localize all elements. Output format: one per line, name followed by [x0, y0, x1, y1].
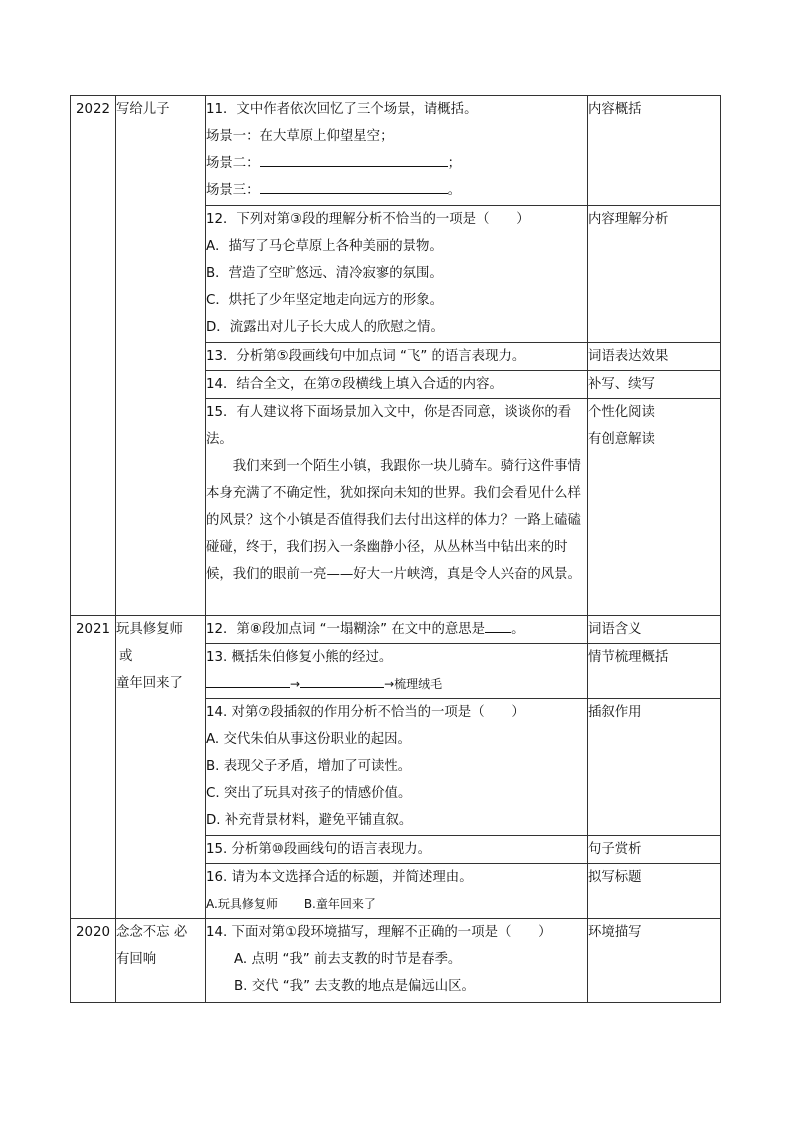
- article-title: 玩具修复师 或 童年回来了: [116, 616, 206, 919]
- skill-tag: 内容概括: [588, 96, 721, 206]
- question-text: 12．下列对第③段的理解分析不恰当的一项是（ ）: [206, 212, 530, 227]
- process-chain: → →梳理绒毛: [206, 671, 587, 698]
- question-text: 15．有人建议将下面场景加入文中，你是否同意，谈谈你的看法。: [206, 405, 572, 447]
- question-cell: [206, 644, 588, 699]
- title-option-b: B.童年回来了: [303, 897, 376, 911]
- answer-blank[interactable]: [206, 671, 290, 688]
- question-cell: [206, 616, 588, 644]
- question-text: 13. 概括朱伯修复小熊的经过。: [206, 650, 393, 665]
- answer-blank[interactable]: [260, 150, 448, 167]
- question-cell: [206, 96, 588, 206]
- scene-one: 场景一：在大草原上仰望星空；: [206, 129, 394, 144]
- question-cell: [206, 836, 588, 864]
- question-cell: [206, 399, 588, 616]
- skill-tag: 内容理解分析: [588, 206, 721, 343]
- question-cell: [206, 206, 588, 343]
- scene-three: 场景三： 。: [206, 177, 587, 204]
- skill-tag: 补写、续写: [588, 371, 721, 399]
- question-text: 16. 请为本文选择合适的标题，并简述理由。: [206, 870, 473, 885]
- option-b: B. 交代 “我” 去支教的地点是偏远山区。: [234, 979, 475, 994]
- title-option-a: A.玩具修复师: [206, 897, 278, 911]
- skill-tag: 环境描写: [588, 919, 721, 1003]
- skill-tag: 情节梳理概括: [588, 644, 721, 699]
- answer-blank[interactable]: [485, 616, 511, 633]
- option-c: C．烘托了少年坚定地走向远方的形象。: [206, 293, 443, 308]
- skill-tag: 词语含义: [588, 616, 721, 644]
- option-c: C. 突出了玩具对孩子的情感价值。: [206, 786, 412, 801]
- option-b: B．营造了空旷悠远、清冷寂寥的氛围。: [206, 266, 443, 281]
- answer-blank[interactable]: [300, 671, 384, 688]
- scene-two: 场景二： ；: [206, 150, 587, 177]
- question-text: 14. 对第⑦段插叙的作用分析不恰当的一项是（ ）: [206, 705, 525, 720]
- question-text: 12．第⑧段加点词 “一塌糊涂” 在文中的意思是 。: [206, 616, 587, 643]
- option-b: B. 表现父子矛盾，增加了可读性。: [206, 759, 412, 774]
- year-cell: 2022: [71, 96, 116, 616]
- table-row: [71, 96, 721, 206]
- answer-blank[interactable]: [260, 177, 448, 194]
- year-cell: 2021: [71, 616, 116, 919]
- option-a: A. 点明 “我” 前去支教的时节是春季。: [234, 952, 462, 967]
- skill-tag: 词语表达效果: [588, 343, 721, 371]
- question-text: 11．文中作者依次回忆了三个场景，请概括。: [206, 102, 478, 117]
- skill-tag: 有创意解读: [588, 432, 655, 447]
- option-a: A．描写了马仑草原上各种美丽的景物。: [206, 239, 443, 254]
- option-a: A. 交代朱伯从事这份职业的起因。: [206, 732, 411, 747]
- question-text: 14．结合全文，在第⑦段横线上填入合适的内容。: [206, 377, 503, 392]
- skill-tag: 插叙作用: [588, 699, 721, 836]
- question-text: 14. 下面对第①段环境描写，理解不正确的一项是（ ）: [206, 925, 552, 940]
- table-row: [71, 919, 721, 1003]
- question-cell: [206, 343, 588, 371]
- year-cell: 2020: [71, 919, 116, 1003]
- option-d: D. 补充背景材料，避免平铺直叙。: [206, 813, 413, 828]
- question-cell: [206, 919, 588, 1003]
- question-cell: [206, 699, 588, 836]
- table-row: [71, 616, 721, 644]
- exam-analysis-table: [70, 95, 721, 1003]
- question-cell: [206, 371, 588, 399]
- skill-tag-group: [588, 399, 721, 616]
- question-text: 13．分析第⑤段画线句中加点词 “飞” 的语言表现力。: [206, 349, 526, 364]
- question-cell: [206, 864, 588, 919]
- article-title: 写给儿子: [116, 96, 206, 616]
- title-options: [206, 891, 587, 918]
- question-text: 15. 分析第⑩段画线句的语言表现力。: [206, 842, 432, 857]
- skill-tag: 句子赏析: [588, 836, 721, 864]
- skill-tag: 拟写标题: [588, 864, 721, 919]
- scene-passage: 我们来到一个陌生小镇，我跟你一块儿骑车。骑行这件事情本身充满了不确定性，犹如探向未知的世界。我们会看见什么样的风景？这个小镇是否值得我们去付出这样的体力？一路上磕磕碰碰，终于，我们拐入一条幽静小径，从丛林当中钻出来的时候，我们的眼前一亮——好大一片峡湾，真是令人兴奋的风景。: [206, 459, 581, 582]
- article-title: 念念不忘 必 有回响: [116, 919, 206, 1003]
- skill-tag: 个性化阅读: [588, 405, 655, 420]
- option-d: D．流露出对儿子长大成人的欣慰之情。: [206, 320, 444, 335]
